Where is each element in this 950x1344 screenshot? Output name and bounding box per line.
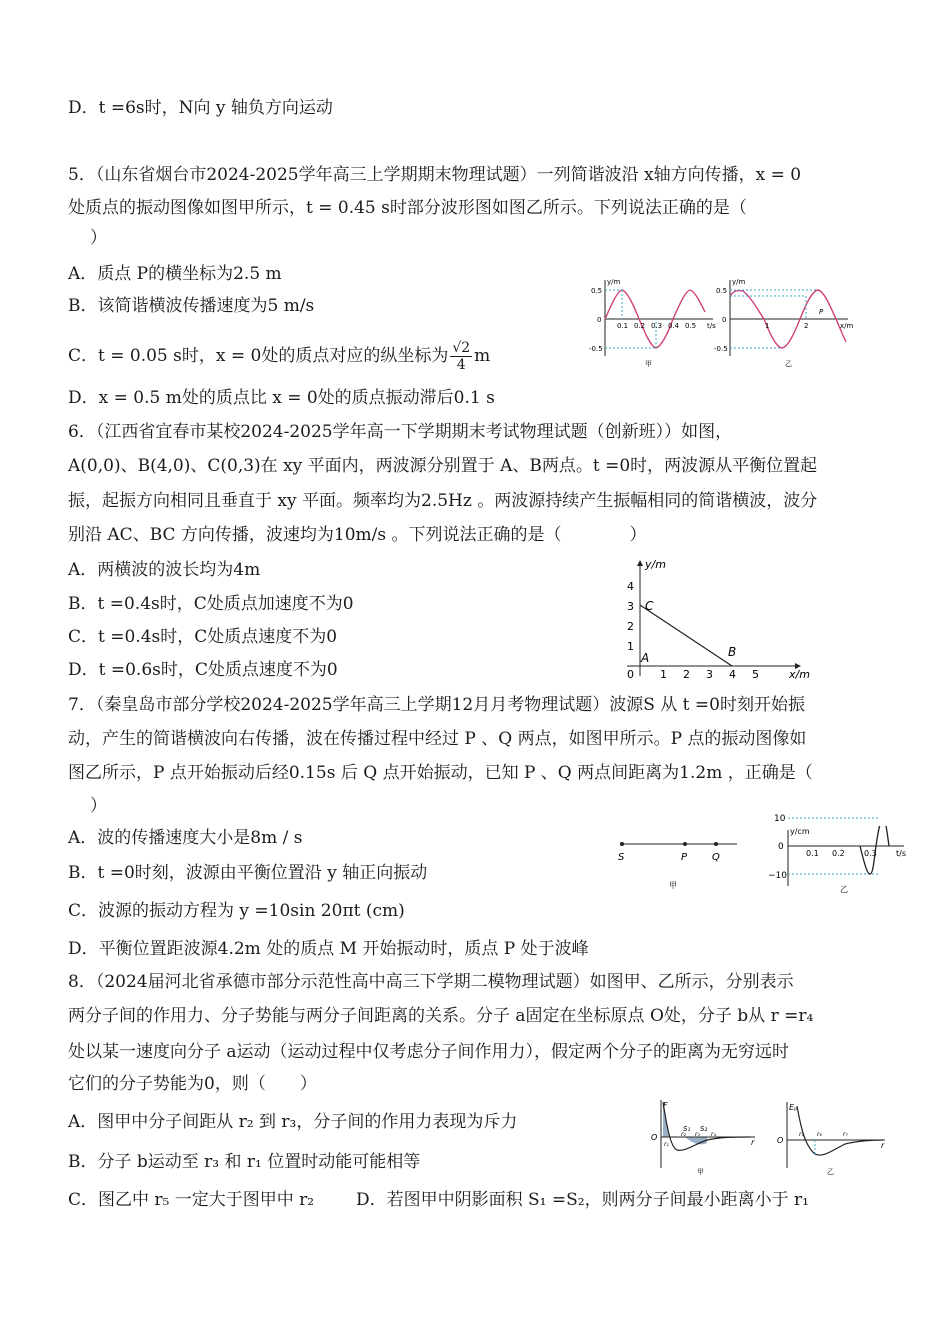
q6-ytick: 3 [627,600,634,613]
q8-yi-r6: r₆ [817,1131,822,1138]
q6-stem-line-4: 别沿 AC、BC 方向传播，波速均为10m/s 。下列说法正确的是（ ） [68,525,647,545]
q5-yi-ytick: 0.5 [716,287,728,295]
q6-xtick: 4 [729,668,736,681]
q8-stem-line-3: 处以某一速度向分子 a运动（运动过程中仅考虑分子间作用力），假定两个分子的距离为无穷远时 [68,1042,790,1062]
q7-option-a: A．波的传播速度大小是8m / s [68,828,303,848]
q5-yi-xtick: 1 [765,322,770,330]
q5-stem-line-1: 5．（山东省烟台市2024-2025学年高三上学期期末物理试题）一列简谐波沿 x轴方向传播，x = 0 [68,165,802,185]
q7-option-b: B．t =0时刻，波源由平衡位置沿 y 轴正向振动 [68,863,428,883]
q7-yi-xtick: 0.1 [806,849,819,858]
q5-option-a: A．质点 P的横坐标为2.5 m [68,264,282,284]
q6-xtick: 1 [660,668,667,681]
q5-jia-xtick: 0.5 [685,322,697,330]
q6-ylabel: y/m [645,558,666,571]
q7-option-c: C．波源的振动方程为 y =10sin 20πt (cm) [68,901,405,921]
q6-xtick: 3 [706,668,713,681]
q7-jia-dot-s [620,842,624,846]
q6-origin: 0 [627,668,634,681]
q7-yi-xlabel: t/s [896,849,906,858]
q8-option-c: C．图乙中 r₅ 一定大于图甲中 r₂ [68,1190,315,1210]
q8-yi-ep: Eₚ [789,1103,798,1112]
q7-yi-caption: 乙 [840,885,848,894]
q6-y-arrow [637,560,643,566]
q5-jia-xtick: 0.4 [668,322,680,330]
q5-figure-jia [585,276,720,371]
q5-stem-line-3: ） [90,228,107,248]
q5-option-b: B．该简谐横波传播速度为5 m/s [68,296,315,316]
q5-fraction-den: 4 [456,357,466,373]
q5-option-d: D．x = 0.5 m处的质点比 x = 0处的质点振动滞后0.1 s [68,388,495,408]
q4-option-d: D．t =6s时，N向 y 轴负方向运动 [68,98,333,118]
q8-jia-r3: r₃ [695,1131,700,1138]
q5-jia-origin: 0 [597,316,602,324]
q8-jia-f: F [663,1101,668,1110]
q8-stem-line-1: 8．（2024届河北省承德市部分示范性高中高三下学期二模物理试题）如图甲、乙所示，分别表示 [68,972,794,992]
q8-jia-r1: r₁ [664,1141,669,1148]
q8-yi-curve [797,1106,883,1155]
q8-jia-r4: r₄ [711,1131,716,1138]
q6-option-a: A．两横波的波长均为4m [68,560,261,580]
q7-jia-label-s: S [618,852,625,863]
q7-yi-ytick: −10 [768,871,787,881]
q7-yi-ylabel: y/cm [790,827,810,836]
q6-option-c: C．t =0.4s时，C处质点速度不为0 [68,627,338,647]
q7-yi-ytick: 0 [778,842,784,852]
q5-jia-xtick: 0.3 [651,322,663,330]
q5-jia-xtick: 0.2 [634,322,646,330]
q7-jia-dot-q [714,842,718,846]
q6-line-bc [640,605,732,666]
q7-jia-caption: 甲 [669,881,677,890]
q5-yi-ytick: -0.5 [714,345,728,353]
q8-jia-s2: S₂ [700,1125,708,1133]
q7-jia-label-p: P [681,852,688,863]
q8-stem-line-2: 两分子间的作用力、分子势能与两分子间距离的关系。分子 a固定在坐标原点 O处，分子 b从 r =r₄ [68,1006,814,1026]
q8-jia-r: r [751,1138,755,1147]
q5-jia-ylabel: y/m [607,278,621,286]
q8-yi-caption: 乙 [827,1168,834,1176]
q8-jia-r2: r₂ [681,1131,686,1138]
q5-yi-origin: 0 [722,316,727,324]
q8-jia-s1: S₁ [683,1125,691,1133]
q6-xtick: 5 [752,668,759,681]
q8-option-a: A．图甲中分子间距从 r₂ 到 r₃，分子间的作用力表现为斥力 [68,1112,518,1132]
q8-yi-r: r [881,1141,885,1150]
q6-stem-line-2: A(0,0)、B(4,0)、C(0,3)在 xy 平面内，两波源分别置于 A、B两点。t =0时，两波源从平衡位置起 [68,456,818,476]
q5-yi-point-p: P [819,308,824,316]
q7-stem-line-3: 图乙所示，P 点开始振动后经0.15s 后 Q 点开始振动，已知 P 、Q 两点间距离为1.2m ，正确是（ [68,763,813,783]
q5-stem-line-2: 处质点的振动图像如图甲所示，t = 0.45 s时部分波形图如图乙所示。下列说法正确的是（ [68,198,747,218]
q7-yi-xtick: 0.2 [832,849,845,858]
q8-yi-r7: r₇ [843,1131,848,1138]
q7-stem-line-2: 动，产生的简谐横波向右传播，波在传播过程中经过 P 、Q 两点，如图甲所示。P 点的振动图像如 [68,729,807,749]
q5-jia-xtick: 0.1 [617,322,629,330]
q6-stem-line-3: 振，起振方向相同且垂直于 xy 平面。频率均为2.5Hz 。两波源持续产生振幅相同的简谐横波，波分 [68,491,818,511]
q6-ytick: 1 [627,640,634,653]
q7-jia-label-q: Q [712,852,720,863]
q7-figure-jia [612,830,742,890]
q7-yi-ytick: 10 [774,814,786,824]
q7-figure-yi [760,826,910,896]
q5-yi-xtick: 2 [804,322,809,330]
q7-stem-line-1: 7．（秦皇岛市部分学校2024-2025学年高三上学期12月月考物理试题）波源S 从 t =0时刻开始振 [68,695,805,715]
q6-ytick: 2 [627,620,634,633]
q8-option-b: B．分子 b运动至 r₃ 和 r₁ 位置时动能可能相等 [68,1152,421,1172]
q5-option-c-text: C．t = 0.05 s时，x = 0处的质点对应的纵坐标为 [68,346,449,366]
q5-figure-yi [710,276,855,371]
q5-jia-xlabel: t/s [707,322,716,330]
q7-yi-xtick: 0.3 [864,849,877,858]
q6-point-c: C [645,599,654,613]
q7-figure-yi-top [760,808,910,830]
q8-jia-caption: 甲 [697,1168,704,1176]
q8-yi-r5: r₅ [799,1131,804,1138]
q6-xlabel: x/m [789,668,810,681]
q5-yi-xlabel: x/m [840,322,854,330]
q6-option-d: D．t =0.6s时，C处质点速度不为0 [68,660,338,680]
q5-jia-ytick: 0.5 [591,287,603,295]
q8-option-d: D．若图甲中阴影面积 S₁ =S₂，则两分子间最小距离小于 r₁ [356,1190,809,1210]
q6-ytick: 4 [627,580,634,593]
q8-yi-o: O [777,1136,784,1145]
q5-fraction-num: √2 [452,340,471,356]
q5-fraction [450,340,472,373]
q5-option-c [68,340,490,373]
q6-xtick: 2 [683,668,690,681]
q5-jia-ytick: -0.5 [589,345,603,353]
q7-option-d: D．平衡位置距波源4.2m 处的质点 M 开始振动时，质点 P 处于波峰 [68,939,589,959]
q8-figure-yi [775,1098,895,1178]
q6-figure [615,558,810,683]
q8-jia-o: O [651,1133,658,1142]
q5-yi-ylabel: y/m [732,278,746,286]
q6-point-b: B [728,645,737,659]
q5-option-c-unit: m [474,346,491,366]
q6-option-b: B．t =0.4s时，C处质点加速度不为0 [68,594,354,614]
q5-yi-caption: 乙 [785,360,792,368]
q7-stem-line-4: ） [90,796,107,816]
q7-jia-dot-p [683,842,687,846]
q6-point-a: A [641,651,650,665]
q8-stem-line-4: 它们的分子势能为0，则（ ） [68,1074,317,1094]
q6-stem-line-1: 6．（江西省宜春市某校2024-2025学年高一下学期期末考试物理试题（创新班））如图， [68,422,733,442]
q5-jia-caption: 甲 [645,360,652,368]
q8-figure-jia [645,1098,765,1178]
